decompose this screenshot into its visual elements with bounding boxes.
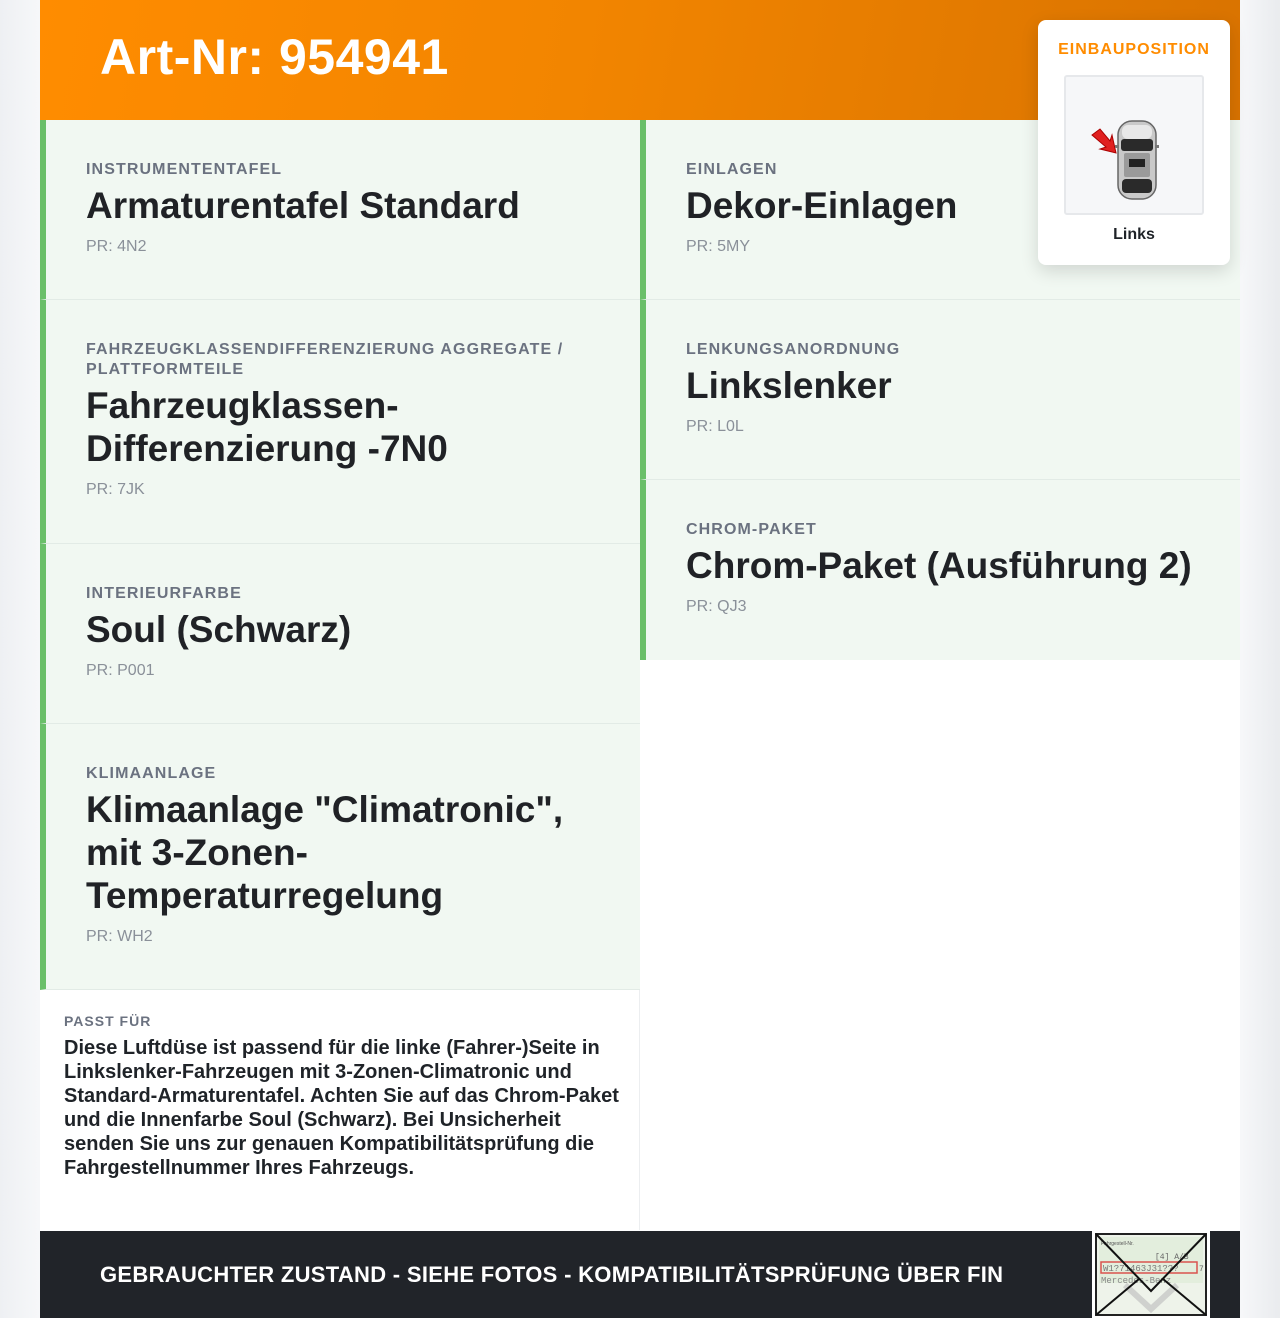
car-top-view-with-arrow-icon [1064, 75, 1204, 215]
footer-banner [40, 1231, 1240, 1318]
spec-label: INTERIEURFARBE [86, 585, 242, 602]
spec-pr-code: PR: L0L [686, 418, 744, 435]
install-position-title: EINBAUPOSITION [1058, 41, 1210, 58]
spec-label: LENKUNGSANORDNUNG [686, 341, 901, 358]
spec-card-klimaanlage [40, 724, 640, 990]
spec-card-chrom-paket [640, 480, 1240, 660]
spec-label: FAHRZEUGKLASSENDIFFERENZIERUNG AGGREGATE / PLATTFORMTEILE [86, 341, 564, 378]
install-position-caption: Links [1113, 226, 1155, 243]
install-position-card [1038, 20, 1230, 265]
spec-label: INSTRUMENTENTAFEL [86, 161, 283, 178]
svg-text:Mercedes-Benz: Mercedes-Benz [1101, 1276, 1172, 1286]
svg-text:Fahrgestell-Nr.: Fahrgestell-Nr. [1101, 1241, 1134, 1247]
vin-envelope-icon [1092, 1231, 1210, 1318]
page [40, 0, 1240, 1318]
spec-pr-code: PR: WH2 [86, 928, 153, 945]
footer-notice: GEBRAUCHTER ZUSTAND - SIEHE FOTOS - KOMPATIBILITÄTSPRÜFUNG ÜBER FIN [100, 1262, 1004, 1287]
spec-value: Fahrzeugklassen-Differenzierung -7N0 [86, 385, 448, 469]
svg-text:7: 7 [1199, 1265, 1204, 1274]
spec-label: CHROM-PAKET [686, 521, 817, 538]
column-divider [639, 990, 640, 1230]
compatibility-section [40, 990, 639, 1180]
compatibility-text: Diese Luftdüse ist passend für die linke (Fahrer-)Seite in Linkslenker-Fahrzeugen mit 3-Zonen-Climatronic und Standard-Armaturentafel. Achten Sie auf das Chrom-Paket und die Innenfarbe Soul (Schwarz). Bei Unsicherheit senden Sie uns zur genauen Kompatibilitätsprüfung die Fahrgestellnummer Ihres Fahrzeugs. [64, 1037, 619, 1179]
article-number-title: Art-Nr: 954941 [100, 29, 449, 85]
spec-pr-code: PR: QJ3 [686, 598, 747, 615]
spec-card-instrumententafel [40, 120, 640, 300]
left-column [40, 120, 640, 990]
spec-value: Klimaanlage "Climatronic", mit 3-Zonen-Temperaturregelung [86, 789, 564, 916]
spec-value: Linkslenker [686, 365, 892, 406]
spec-card-lenkung [640, 300, 1240, 480]
spec-pr-code: PR: 4N2 [86, 238, 147, 255]
spec-card-fahrzeugklasse [40, 300, 640, 544]
compatibility-label: PASST FÜR [64, 1013, 152, 1029]
spec-label: EINLAGEN [686, 161, 778, 178]
spec-value: Soul (Schwarz) [86, 609, 352, 650]
svg-text:[4] A/B: [4] A/B [1155, 1253, 1189, 1262]
spec-pr-code: PR: P001 [86, 662, 155, 679]
spec-card-interieurfarbe [40, 544, 640, 724]
spec-value: Dekor-Einlagen [686, 185, 958, 226]
svg-text:W1?71463J31???: W1?71463J31??? [1103, 1264, 1179, 1274]
spec-pr-code: PR: 5MY [686, 238, 751, 255]
spec-value: Armaturentafel Standard [86, 185, 520, 226]
spec-value: Chrom-Paket (Ausführung 2) [686, 545, 1192, 586]
spec-label: KLIMAANLAGE [86, 765, 217, 782]
spec-pr-code: PR: 7JK [86, 481, 145, 498]
